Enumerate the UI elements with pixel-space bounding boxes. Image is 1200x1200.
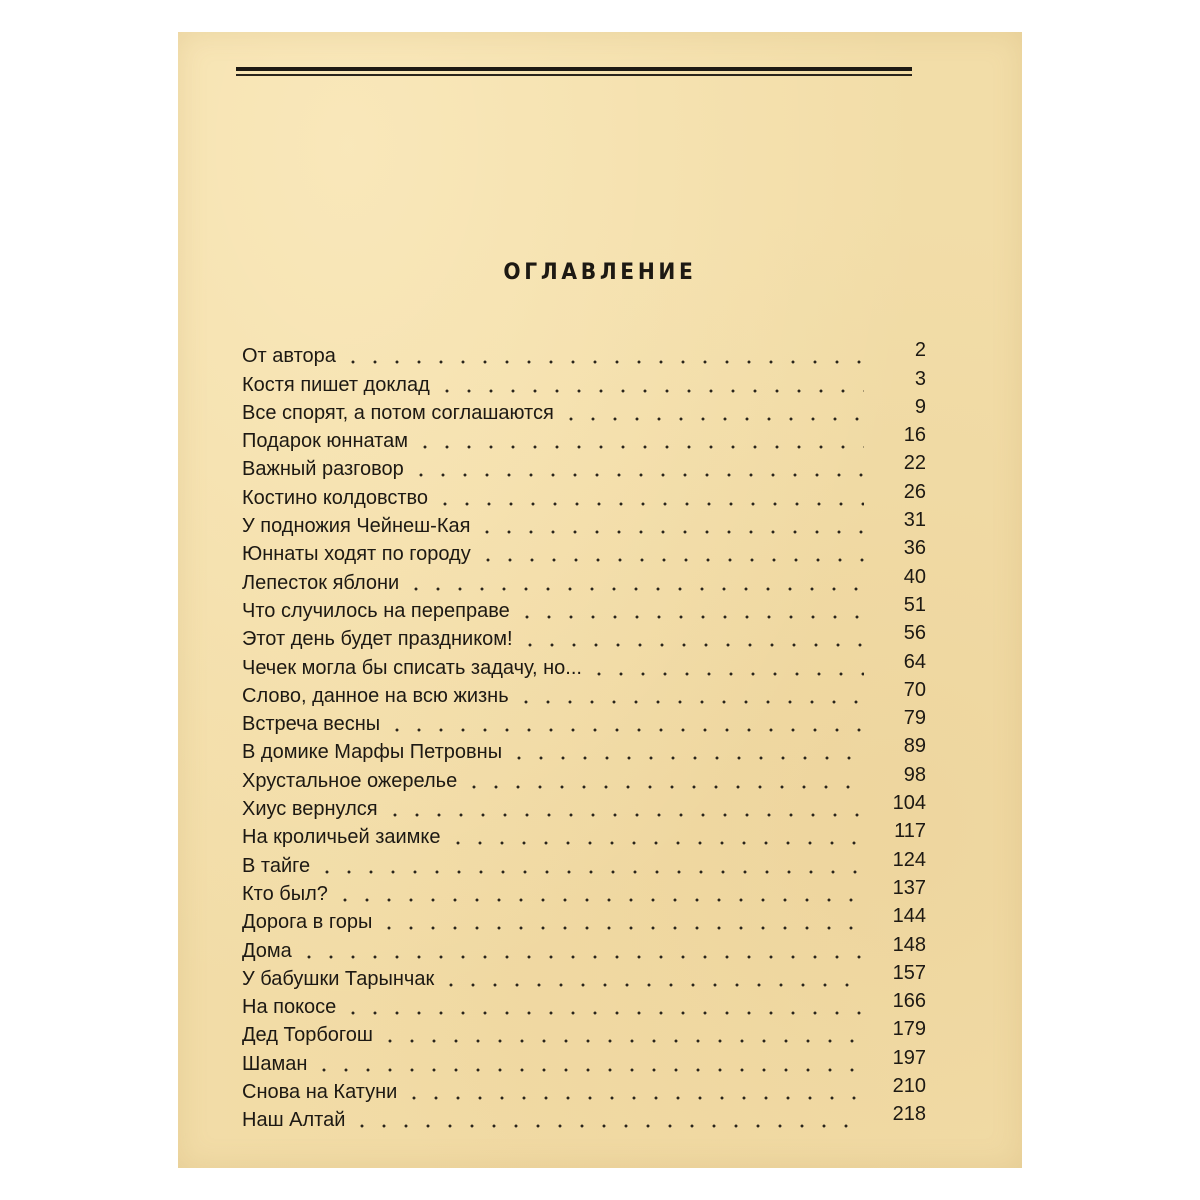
toc-entry-title: Дорога в горы xyxy=(242,911,373,934)
dot-leader xyxy=(379,1026,864,1044)
toc-entry-title: Что случилось на переправе xyxy=(242,599,510,622)
toc-entry xyxy=(242,764,926,792)
toc-entry xyxy=(242,1076,926,1104)
dot-leader xyxy=(410,460,864,478)
toc-entry-title: Наш Алтай xyxy=(242,1109,346,1132)
toc-entry-title: Важный разговор xyxy=(242,458,404,481)
dot-leader xyxy=(434,489,864,507)
dot-leader xyxy=(313,1055,864,1073)
toc-entry-title: Этот день будет праздником! xyxy=(242,628,513,651)
dot-leader xyxy=(560,404,864,422)
toc-entry xyxy=(242,340,926,368)
toc-entry-page-number: 3 xyxy=(914,367,926,390)
toc-entry xyxy=(242,397,926,425)
dot-leader xyxy=(436,376,864,394)
toc-entry-page-number: 36 xyxy=(903,537,926,560)
dot-leader xyxy=(519,630,864,648)
toc-entry-title: Костя пишет доклад xyxy=(242,373,430,396)
toc-entry xyxy=(242,481,926,509)
toc-entry-page-number: 98 xyxy=(903,763,926,786)
toc-entry xyxy=(242,538,926,566)
toc-entry-page-number: 148 xyxy=(892,933,926,956)
toc-entry-page-number: 70 xyxy=(903,678,926,701)
toc-entry-page-number: 210 xyxy=(892,1075,926,1098)
toc-entry xyxy=(242,849,926,877)
toc-entry-title: В домике Марфы Петровны xyxy=(242,741,503,764)
top-rule-thin xyxy=(236,74,912,76)
toc-entry-title: Хрустальное ожерелье xyxy=(242,769,458,792)
dot-leader xyxy=(351,1111,864,1129)
toc-entry-page-number: 104 xyxy=(892,792,926,815)
toc-entry-page-number: 124 xyxy=(892,848,926,871)
toc-entry xyxy=(242,651,926,679)
dot-leader xyxy=(403,1083,864,1101)
toc-entry xyxy=(242,934,926,962)
toc-entry xyxy=(242,963,926,991)
toc-entry-page-number: 79 xyxy=(903,707,926,730)
toc-entry-title: Кто был? xyxy=(242,882,328,905)
toc-entry xyxy=(242,510,926,538)
toc-entry-title: Подарок юннатам xyxy=(242,430,408,453)
toc-entry-title: Костино колдовство xyxy=(242,486,429,509)
toc-entry-title: Все спорят, а потом соглашаются xyxy=(242,401,554,424)
dot-leader xyxy=(378,913,864,931)
toc-entry-page-number: 16 xyxy=(903,424,926,447)
dot-leader xyxy=(476,517,864,535)
dot-leader xyxy=(405,574,864,592)
dot-leader xyxy=(440,970,864,988)
toc-entry-page-number: 2 xyxy=(914,339,926,362)
dot-leader xyxy=(477,545,864,563)
dot-leader xyxy=(384,800,864,818)
toc-entry xyxy=(242,1019,926,1047)
toc-entry-page-number: 166 xyxy=(892,990,926,1013)
toc-entry-title: Слово, данное на всю жизнь xyxy=(242,684,509,707)
top-rule-thick xyxy=(236,67,912,71)
toc-entry-title: Дед Торбогош xyxy=(242,1024,373,1047)
toc-entry-page-number: 9 xyxy=(914,395,926,418)
toc-entry-page-number: 31 xyxy=(903,509,926,532)
toc-entry-title: В тайге xyxy=(242,854,311,877)
toc-entry-title: Юннаты ходят по городу xyxy=(242,543,471,566)
toc-entry-title: Встреча весны xyxy=(242,713,381,736)
toc-entry-title: На покосе xyxy=(242,996,337,1019)
dot-leader xyxy=(515,687,864,705)
dot-leader xyxy=(516,602,864,620)
toc-entry xyxy=(242,736,926,764)
toc-entry-title: Шаман xyxy=(242,1052,308,1075)
toc-entry-page-number: 26 xyxy=(903,480,926,503)
toc-entry-page-number: 56 xyxy=(903,622,926,645)
toc-entry-title: У бабушки Тарынчак xyxy=(242,967,435,990)
dot-leader xyxy=(463,772,864,790)
toc-entry-page-number: 197 xyxy=(892,1046,926,1069)
toc-entry-page-number: 157 xyxy=(892,961,926,984)
toc-entry xyxy=(242,623,926,651)
toc-entry xyxy=(242,991,926,1019)
toc-heading: ОГЛАВЛЕНИЕ xyxy=(503,260,697,285)
toc-entry-page-number: 40 xyxy=(903,565,926,588)
dot-leader xyxy=(386,715,864,733)
toc-entry xyxy=(242,566,926,594)
dot-leader xyxy=(342,998,864,1016)
toc-entry xyxy=(242,821,926,849)
dot-leader xyxy=(588,659,864,677)
toc-entry-title: Лепесток яблони xyxy=(242,571,400,594)
toc-entry-page-number: 22 xyxy=(903,452,926,475)
toc-entry xyxy=(242,425,926,453)
toc-entry-page-number: 51 xyxy=(903,593,926,616)
dot-leader xyxy=(447,828,864,846)
dot-leader xyxy=(414,432,864,450)
toc-entry-title: На кроличьей заимке xyxy=(242,826,441,849)
dot-leader xyxy=(316,857,864,875)
toc-entry-page-number: 117 xyxy=(894,820,926,843)
toc-entry xyxy=(242,878,926,906)
toc-entry xyxy=(242,906,926,934)
toc-entry-title: Чечек могла бы списать задачу, но... xyxy=(242,656,582,679)
toc-entry xyxy=(242,708,926,736)
dot-leader xyxy=(342,347,864,365)
toc-entry xyxy=(242,793,926,821)
toc-entry xyxy=(242,680,926,708)
dot-leader xyxy=(334,885,864,903)
toc-entry-page-number: 144 xyxy=(892,905,926,928)
toc-entry xyxy=(242,595,926,623)
toc-entry xyxy=(242,453,926,481)
toc-entry-page-number: 64 xyxy=(903,650,926,673)
toc-entry-title: От автора xyxy=(242,345,336,368)
toc-entry-title: Хиус вернулся xyxy=(242,798,378,821)
toc-entry-page-number: 218 xyxy=(892,1103,926,1126)
toc-entry xyxy=(242,368,926,396)
toc-entry-page-number: 179 xyxy=(892,1018,926,1041)
toc-entry xyxy=(242,1104,926,1132)
book-page xyxy=(178,32,1022,1168)
toc-entry xyxy=(242,1047,926,1075)
dot-leader xyxy=(298,942,864,960)
dot-leader xyxy=(508,743,864,761)
toc-entry-page-number: 89 xyxy=(903,735,926,758)
toc-entry-page-number: 137 xyxy=(892,876,926,899)
toc-entry-title: Дома xyxy=(242,939,292,962)
toc-entry-title: У подножия Чейнеш-Кая xyxy=(242,515,471,538)
table-of-contents xyxy=(242,340,926,1132)
toc-entry-title: Снова на Катуни xyxy=(242,1081,398,1104)
